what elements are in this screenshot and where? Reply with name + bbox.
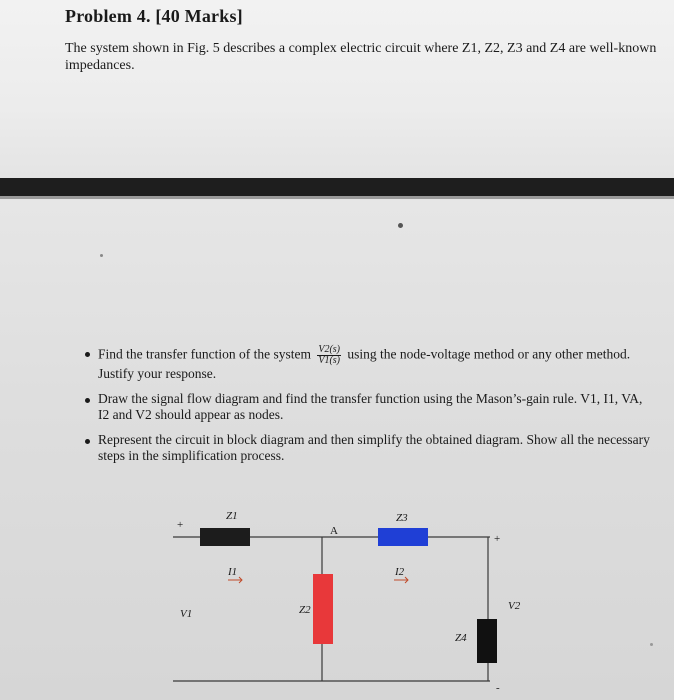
z3-label: Z3 [396,512,408,524]
plus-right-label: + [494,533,501,545]
problem-intro: The system shown in Fig. 5 describes a complex electric circuit where Z1, Z2, Z3 and Z4 are well-known impedances. [65,41,657,73]
i2-label: I2 [395,566,405,578]
problem-title: Problem 4. [40 Marks] [65,6,243,26]
z1-label: Z1 [226,510,238,522]
node-a-label: A [330,525,338,537]
plus-left-label: + [177,519,184,531]
z4-label: Z4 [455,632,467,644]
z4-impedance-block [477,619,497,663]
z2-impedance-block [313,574,333,644]
fraction-denominator: V1(s) [318,355,341,366]
z1-impedance-block [200,528,250,546]
task-text-post: using the node-voltage method or any other method. Justify your response. [98,346,631,381]
task-item: Draw the signal flow diagram and find the transfer function using the Mason’s-gain rule. V1, I1, VA, I2 and V2 should appear as nodes. [80,391,655,423]
v1-label: V1 [180,608,193,620]
task-item: Represent the circuit in block diagram and then simplify the obtained diagram. Show all the necessary steps in the simplification process. [80,432,655,464]
fraction-numerator: V2(s) [318,344,341,355]
z2-label: Z2 [299,604,311,616]
z3-impedance-block [378,528,428,546]
v2-label: V2 [508,600,521,612]
i1-label: I1 [228,566,238,578]
minus-right-label: - [496,682,500,694]
task-text-pre: Find the transfer function of the system [98,346,311,362]
